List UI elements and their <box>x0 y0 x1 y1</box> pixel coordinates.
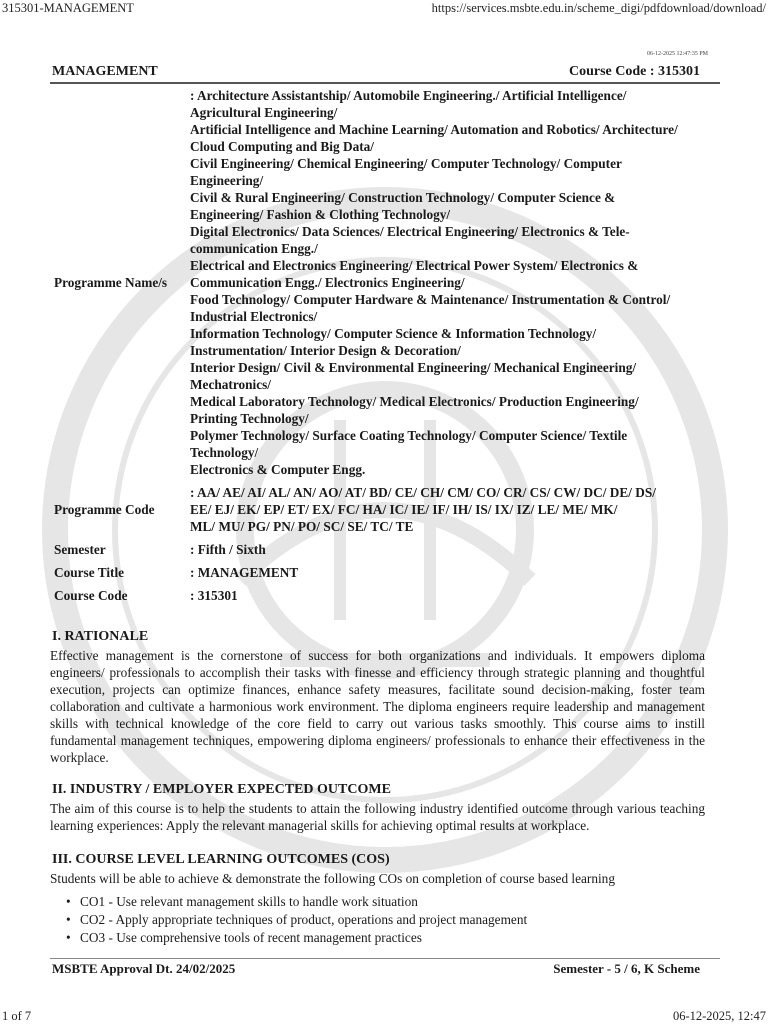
programme-name-line: Cloud Computing and Big Data/ <box>190 139 374 154</box>
programme-code-row <box>50 481 720 538</box>
programme-name-line: Printing Technology/ <box>190 411 309 426</box>
programme-name-line: Medical Laboratory Technology/ Medical Electronics/ Production Engineering/ <box>190 394 639 409</box>
industry-outcome-section <box>50 781 705 834</box>
course-title-value: : MANAGEMENT <box>190 565 299 580</box>
course-outcomes-section <box>50 851 705 947</box>
programme-name-line: Digital Electronics/ Data Sciences/ Electrical Engineering/ Electronics & Tele- <box>190 224 630 239</box>
page-title: 315301-MANAGEMENT <box>2 1 134 15</box>
course-code-heading: Course Code : 315301 <box>568 64 700 79</box>
programme-name-line: Instrumentation/ Interior Design & Decoration/ <box>190 343 461 358</box>
programme-name-line: Communication Engg./ Electronics Engineering/ <box>190 275 465 290</box>
course-outcomes-title: III. COURSE LEVEL LEARNING OUTCOMES (COS) <box>52 852 390 867</box>
bullet-icon: • <box>66 930 71 945</box>
programme-code-value <box>184 481 720 538</box>
course-title-label: Course Title <box>54 565 125 580</box>
programme-code-line: EE/ EJ/ EK/ EP/ ET/ EX/ FC/ HA/ IC/ IE/ IF/ IH/ IS/ IX/ IZ/ LE/ ME/ MK/ <box>190 502 618 517</box>
course-outcomes-intro: Students will be able to achieve & demonstrate the following COs on completion of course based learning <box>50 871 615 886</box>
co-text: CO1 - Use relevant management skills to handle work situation <box>80 894 418 909</box>
rationale-text: Effective management is the cornerstone of success for both organizations and individuals. It empowers diploma engineers/ professionals to accomplish their tasks with finesse and efficiency through strategic planning and thoughtful execution, projects can optimize finances, enhance safety measures, facilitate sound decision-making, foster team collaboration and cultivate a harmonious work environment. The diploma engineers require leadership and management skills with technical knowledge of the core field to carry out various tasks smoothly. This course aims to instill fundamental management techniques, empowering diploma engineers/ professionals to enhance their effectiveness in the workplace. <box>50 648 705 765</box>
programme-name-line: Electronics & Computer Engg. <box>190 462 366 477</box>
course-name-heading: MANAGEMENT <box>52 64 158 79</box>
course-info-table <box>50 84 720 607</box>
scheme-info: Semester - 5 / 6, K Scheme <box>553 961 700 976</box>
programme-name-line: Agricultural Engineering/ <box>190 105 338 120</box>
approval-date: MSBTE Approval Dt. 24/02/2025 <box>52 961 236 976</box>
browser-print-footer <box>0 1008 768 1024</box>
programme-name-line: Interior Design/ Civil & Environmental Engineering/ Mechanical Engineering/ <box>190 360 637 375</box>
programme-name-line: Food Technology/ Computer Hardware & Maintenance/ Instrumentation & Control/ <box>190 292 671 307</box>
rationale-section <box>50 628 705 766</box>
programme-name-line: Information Technology/ Computer Science & Information Technology/ <box>190 326 597 341</box>
semester-label: Semester <box>54 542 106 557</box>
programme-name-line: Industrial Electronics/ <box>190 309 318 324</box>
co-text: CO2 - Apply appropriate techniques of product, operations and project management <box>80 912 528 927</box>
course-code-value: : 315301 <box>190 588 238 603</box>
programme-name-line: Technology/ <box>190 445 259 460</box>
course-header <box>50 62 720 84</box>
programme-name-line: Engineering/ <box>190 173 264 188</box>
programme-names-value <box>184 84 720 481</box>
print-datetime: 06-12-2025, 12:47 <box>672 1009 766 1023</box>
programme-name-line: communication Engg./ <box>190 241 318 256</box>
programme-name-line: Polymer Technology/ Surface Coating Technology/ Computer Science/ Textile <box>190 428 628 443</box>
course-code-label: Course Code <box>54 588 128 603</box>
list-item <box>66 911 705 929</box>
course-title-row <box>50 561 720 584</box>
programme-name-line: Engineering/ Fashion & Clothing Technology/ <box>190 207 451 222</box>
page-url[interactable]: https://services.msbte.edu.in/scheme_digi/pdfdownload/download/ <box>431 1 766 15</box>
industry-outcome-text: The aim of this course is to help the students to attain the following industry identified outcome through various teaching learning experiences: Apply the relevant managerial skills for achieving optimal results at workplace. <box>50 801 705 833</box>
programme-name-line: : Architecture Assistantship/ Automobile Engineering./ Artificial Intelligence/ <box>190 88 627 103</box>
semester-value: : Fifth / Sixth <box>190 542 266 557</box>
programme-code-line: : AA/ AE/ AI/ AL/ AN/ AO/ AT/ BD/ CE/ CH/ CM/ CO/ CR/ CS/ CW/ DC/ DE/ DS/ <box>190 485 656 500</box>
bullet-icon: • <box>66 894 71 909</box>
programme-name-line: Mechatronics/ <box>190 377 271 392</box>
course-outcomes-list <box>50 893 705 947</box>
page-indicator: 1 of 7 <box>2 1009 32 1023</box>
co-text: CO3 - Use comprehensive tools of recent management practices <box>80 930 422 945</box>
programme-names-label: Programme Name/s <box>54 275 168 290</box>
bullet-icon: • <box>66 912 71 927</box>
print-timestamp: 06-12-2025 12:47:35 PM <box>646 51 708 57</box>
rationale-title: I. RATIONALE <box>52 629 149 644</box>
programme-code-label: Programme Code <box>54 502 155 517</box>
list-item <box>66 929 705 947</box>
programme-name-line: Civil Engineering/ Chemical Engineering/ Computer Technology/ Computer <box>190 156 622 171</box>
footer-divider <box>50 958 720 959</box>
programme-code-line: ML/ MU/ PG/ PN/ PO/ SC/ SE/ TC/ TE <box>190 519 414 534</box>
programme-name-line: Civil & Rural Engineering/ Construction Technology/ Computer Science & <box>190 190 616 205</box>
programme-name-line: Artificial Intelligence and Machine Learning/ Automation and Robotics/ Architecture/ <box>190 122 678 137</box>
browser-print-header <box>0 0 768 16</box>
programme-names-row <box>50 84 720 481</box>
semester-row <box>50 538 720 561</box>
programme-name-line: Electrical and Electronics Engineering/ Electrical Power System/ Electronics & <box>190 258 639 273</box>
list-item <box>66 893 705 911</box>
industry-outcome-title: II. INDUSTRY / EMPLOYER EXPECTED OUTCOME <box>52 782 391 797</box>
course-code-row <box>50 584 720 607</box>
